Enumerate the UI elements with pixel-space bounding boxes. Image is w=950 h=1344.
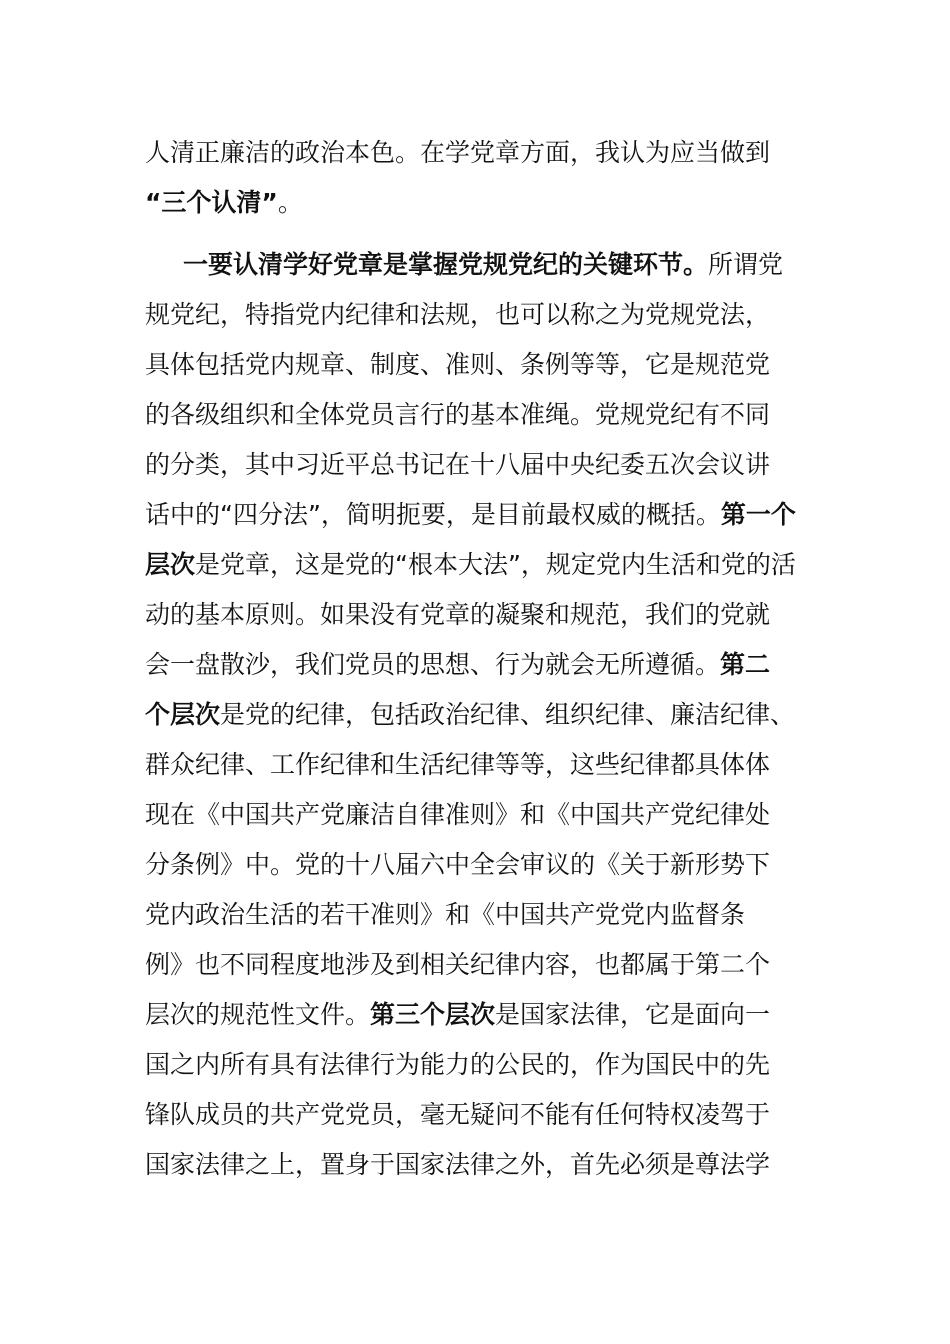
- text-line-17: [145, 940, 825, 990]
- text-line-14: [145, 790, 825, 840]
- text-line-5: [145, 340, 825, 390]
- text-line-2: [145, 178, 825, 228]
- text-run: 是国家法律，它是面向一: [495, 1000, 771, 1029]
- text-line-15: [145, 840, 825, 890]
- text-line-19: [145, 1040, 825, 1090]
- text-line-11: [145, 640, 825, 690]
- text-line-18: [145, 990, 825, 1040]
- text-line-6: [145, 390, 825, 440]
- text-line-13: [145, 740, 825, 790]
- text-run: 会一盘散沙，我们党员的思想、行为就会无所遵循。: [145, 650, 721, 679]
- text-run: 的分类，其中习近平总书记在十八届中央纪委五次会议讲: [145, 450, 771, 479]
- text-line-16: [145, 890, 825, 940]
- text-line-12: [145, 690, 825, 740]
- text-run: 。: [277, 188, 303, 217]
- bold-run: 层次: [145, 550, 196, 579]
- text-line-20: [145, 1090, 825, 1140]
- text-line-4: [145, 290, 825, 340]
- text-run: 分条例》中。党的十八届六中全会审议的《关于新形势下: [145, 850, 771, 879]
- text-run: 的各级组织和全体党员言行的基本准绳。党规党纪有不同: [145, 400, 771, 429]
- paragraph-start-line: [145, 240, 825, 290]
- text-run: 是党的纪律，包括政治纪律、组织纪律、廉洁纪律、: [220, 700, 796, 729]
- text-run: 规党纪，特指党内纪律和法规，也可以称之为党规党法，: [145, 300, 771, 329]
- paragraph-heading: 一要认清学好党章是掌握党规党纪的关键环节。: [183, 250, 709, 279]
- text-run: 人清正廉洁的政治本色。在学党章方面，我认为应当做到: [145, 138, 771, 167]
- text-line-21: [145, 1140, 825, 1190]
- text-run: 锋队成员的共产党党员，毫无疑问不能有任何特权凌驾于: [145, 1100, 771, 1129]
- text-line-7: [145, 440, 825, 490]
- text-run: 动的基本原则。如果没有党章的凝聚和规范，我们的党就: [145, 600, 771, 629]
- text-run: 群众纪律、工作纪律和生活纪律等等，这些纪律都具体体: [145, 750, 771, 779]
- text-line-10: [145, 590, 825, 640]
- text-run: 例》也不同程度地涉及到相关纪律内容，也都属于第二个: [145, 950, 771, 979]
- bold-run: 第一个: [720, 500, 796, 529]
- bold-run: 第二: [720, 650, 771, 679]
- text-run: 所谓党: [708, 250, 784, 279]
- text-line-9: [145, 540, 825, 590]
- text-run: 国家法律之上，置身于国家法律之外，首先必须是尊法学: [145, 1150, 771, 1179]
- text-run: 党内政治生活的若干准则》和《中国共产党党内监督条: [145, 900, 746, 929]
- text-run: 具体包括党内规章、制度、准则、条例等等，它是规范党: [145, 350, 771, 379]
- bold-run: 个层次: [145, 700, 221, 729]
- bold-run: 第三个层次: [370, 1000, 496, 1029]
- bold-run: “三个认清”: [145, 188, 278, 217]
- text-run: 层次的规范性文件。: [145, 1000, 371, 1029]
- text-line-1: [145, 128, 825, 178]
- text-run: 是党章，这是党的“根本大法”，规定党内生活和党的活: [195, 550, 796, 579]
- text-line-8: [145, 490, 825, 540]
- body-text: [145, 128, 825, 1190]
- text-run: 现在《中国共产党廉洁自律准则》和《中国共产党纪律处: [145, 800, 771, 829]
- text-run: 话中的“四分法”，简明扼要，是目前最权威的概括。: [145, 500, 721, 529]
- text-run: 国之内所有具有法律行为能力的公民的，作为国民中的先: [145, 1050, 771, 1079]
